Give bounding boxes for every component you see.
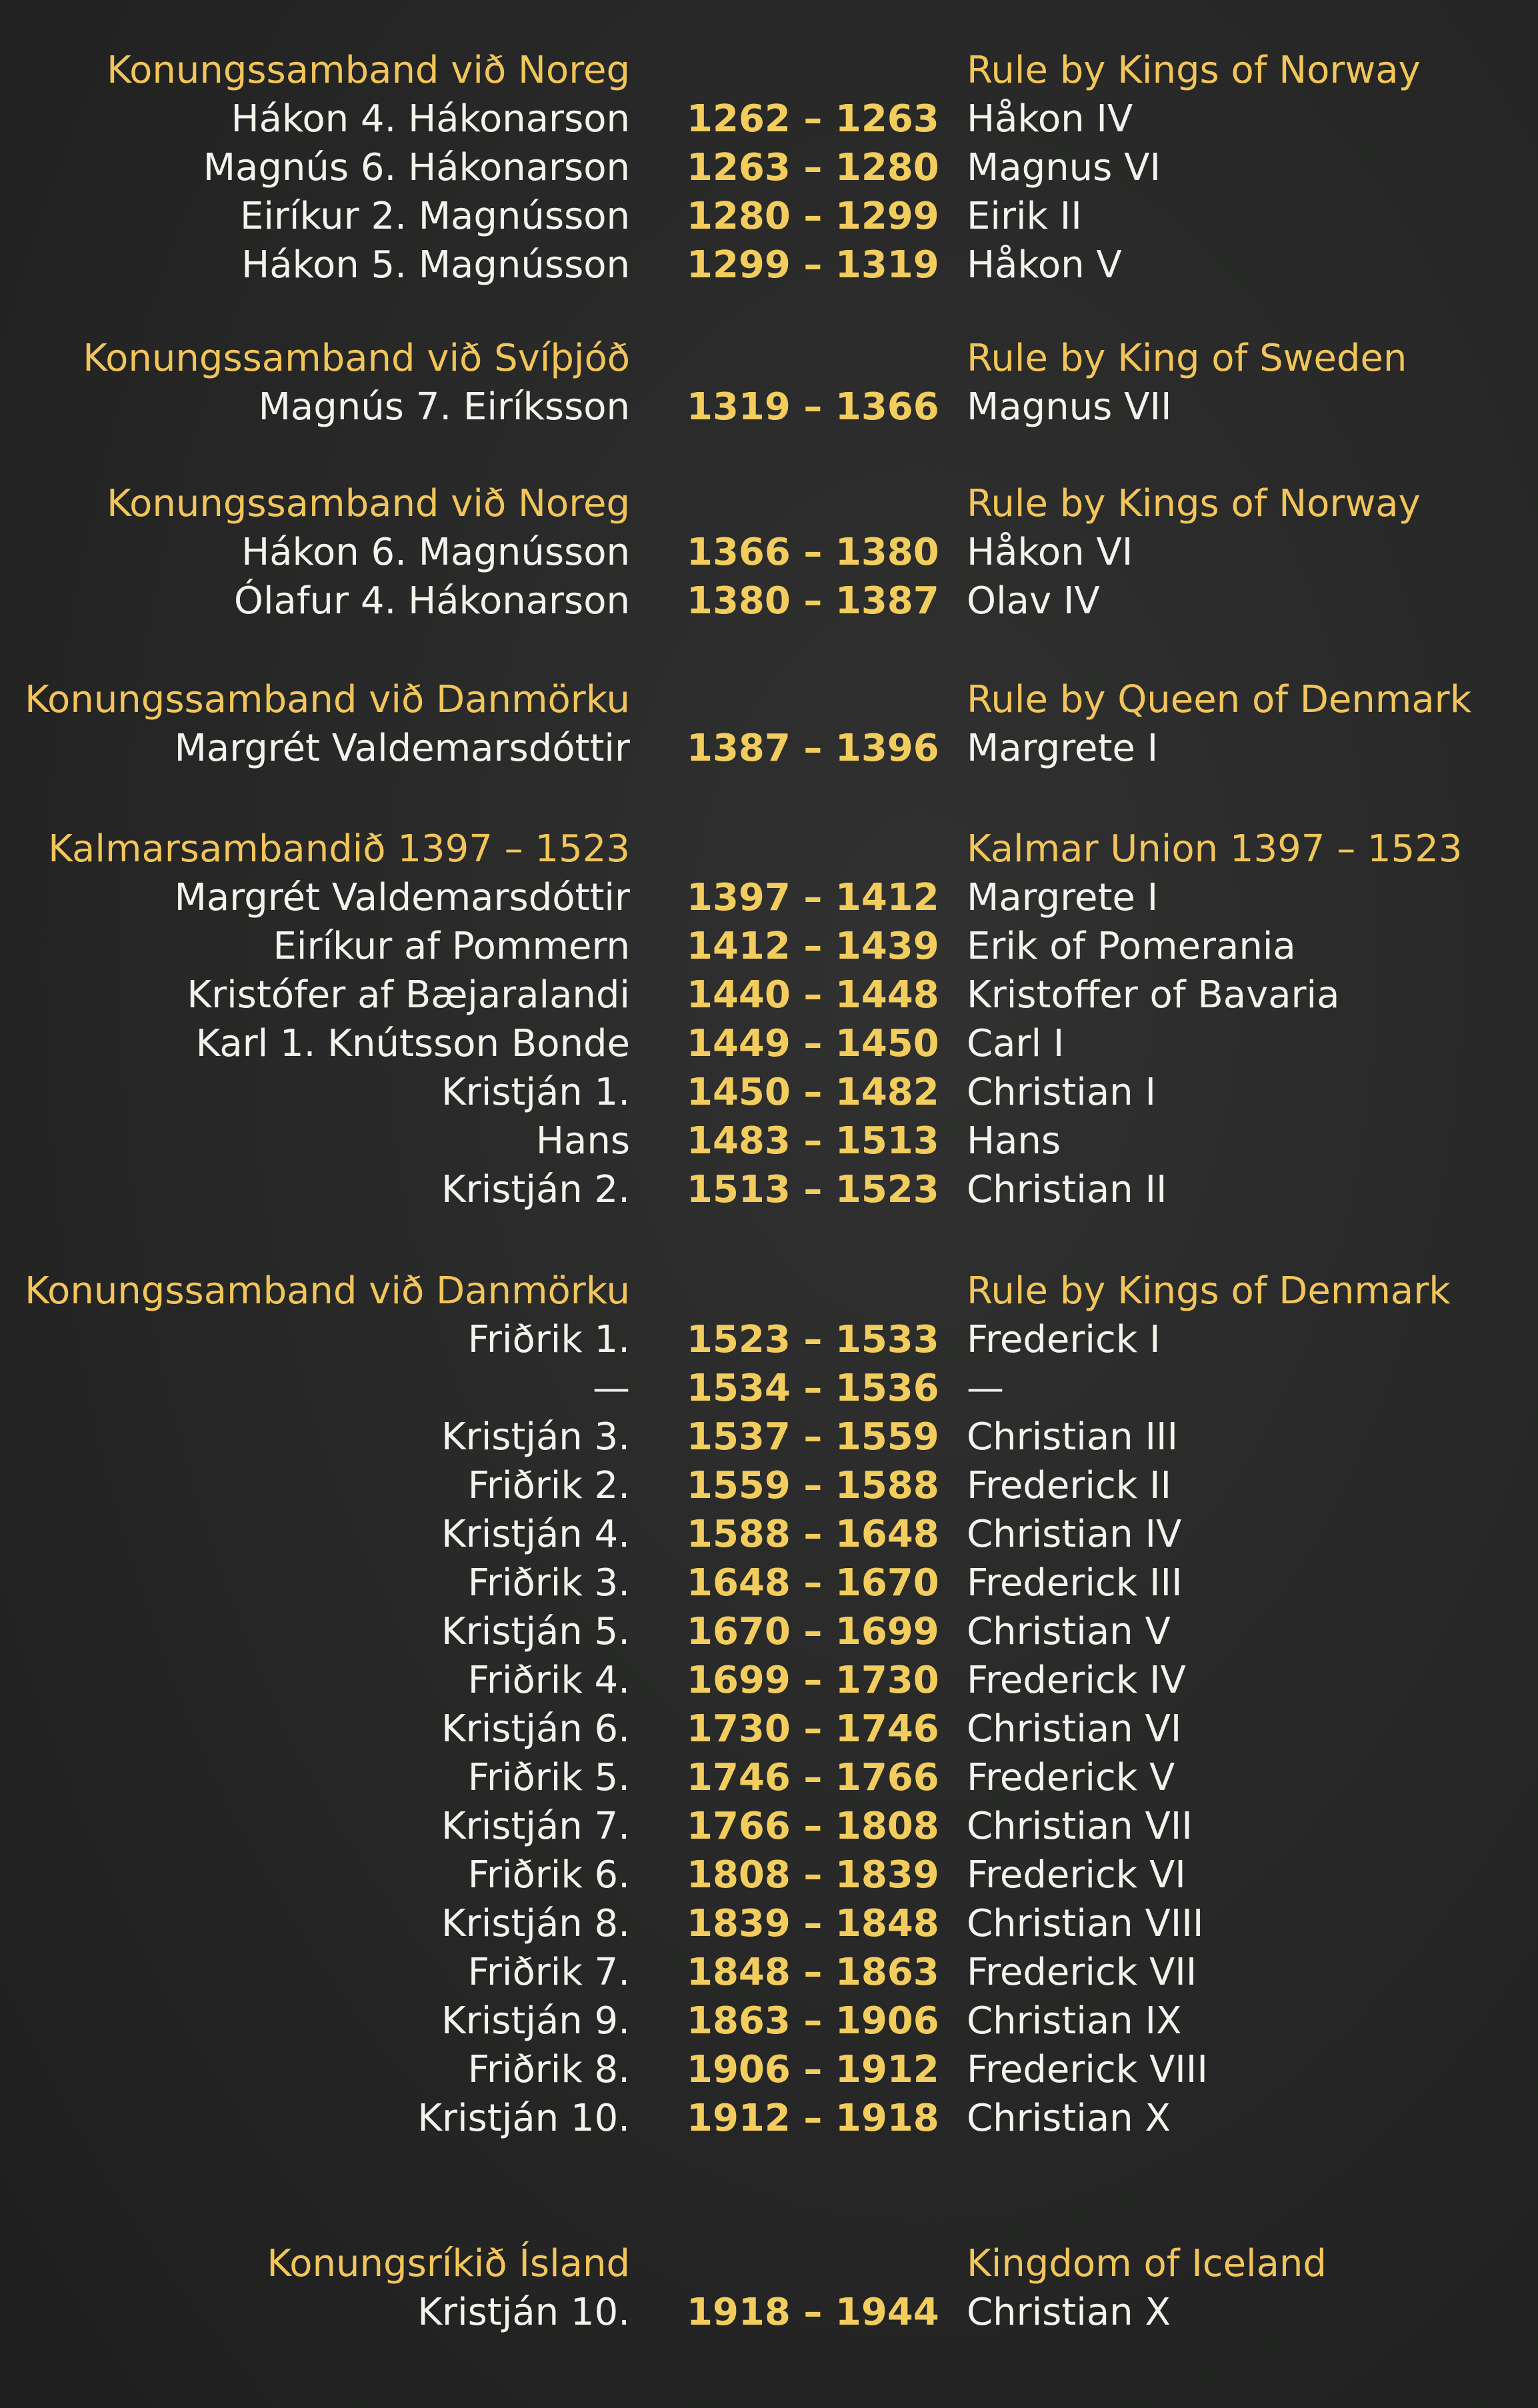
section-heading-icelandic: Konungssamband við Danmörku	[25, 1269, 630, 1313]
monarch-name-english: Håkon VI	[967, 531, 1133, 574]
reign-years: 1523 – 1533	[687, 1318, 939, 1361]
monarch-name-icelandic: Hákon 4. Hákonarson	[231, 97, 630, 141]
monarch-name-icelandic: Friðrik 5.	[467, 1756, 630, 1799]
monarch-name-english: Olav IV	[967, 579, 1100, 623]
reign-years: 1537 – 1559	[687, 1415, 939, 1459]
monarch-name-icelandic: Friðrik 1.	[467, 1318, 630, 1361]
section-heading-english: Rule by Kings of Norway	[967, 482, 1421, 525]
monarch-name-icelandic: Margrét Valdemarsdóttir	[174, 727, 630, 770]
monarch-name-icelandic: Eiríkur 2. Magnússon	[239, 195, 630, 238]
monarch-name-icelandic: Kristófer af Bæjaralandi	[187, 973, 630, 1017]
monarch-name-english: Christian X	[967, 2291, 1171, 2334]
reign-years: 1319 – 1366	[687, 385, 939, 429]
monarch-name-english: Magnus VII	[967, 385, 1172, 429]
monarch-name-icelandic: Kristján 10.	[417, 2291, 630, 2334]
section-heading-english: Rule by Kings of Norway	[967, 49, 1421, 92]
monarch-name-english: Håkon IV	[967, 97, 1133, 141]
monarch-name-english: Frederick I	[967, 1318, 1161, 1361]
monarch-name-english: —	[967, 1367, 1004, 1410]
monarch-name-english: Christian V	[967, 1610, 1171, 1653]
monarch-name-icelandic: Kristján 9.	[441, 1999, 630, 2043]
reign-years: 1863 – 1906	[687, 1999, 939, 2043]
monarch-name-english: Frederick VIII	[967, 2048, 1208, 2091]
monarch-name-english: Frederick VI	[967, 1853, 1186, 1897]
reign-years: 1299 – 1319	[687, 243, 939, 287]
monarch-name-english: Eirik II	[967, 195, 1082, 238]
monarch-name-icelandic: Magnús 7. Eiríksson	[258, 385, 630, 429]
monarch-name-icelandic: Friðrik 6.	[467, 1853, 630, 1897]
monarch-name-english: Christian III	[967, 1415, 1179, 1459]
reign-years: 1648 – 1670	[687, 1561, 939, 1605]
reign-years: 1839 – 1848	[687, 1902, 939, 1945]
monarch-name-icelandic: Kristján 3.	[441, 1415, 630, 1459]
reign-years: 1670 – 1699	[687, 1610, 939, 1653]
reign-years: 1534 – 1536	[687, 1367, 939, 1410]
section-heading-icelandic: Kalmarsambandið 1397 – 1523	[48, 827, 630, 871]
reign-years: 1380 – 1387	[687, 579, 939, 623]
section-heading-icelandic: Konungssamband við Svíþjóð	[83, 337, 630, 380]
monarch-name-icelandic: Kristján 6.	[441, 1707, 630, 1751]
monarch-name-icelandic: Karl 1. Knútsson Bonde	[195, 1022, 630, 1065]
monarch-name-english: Christian VII	[967, 1805, 1193, 1848]
monarch-name-icelandic: Kristján 5.	[441, 1610, 630, 1653]
monarch-name-english: Frederick II	[967, 1464, 1172, 1507]
monarch-name-icelandic: Friðrik 2.	[467, 1464, 630, 1507]
monarch-name-icelandic: Kristján 4.	[441, 1513, 630, 1556]
monarch-name-english: Margrete I	[967, 876, 1159, 919]
section-heading-english: Rule by King of Sweden	[967, 337, 1407, 380]
monarch-name-icelandic: Ólafur 4. Hákonarson	[233, 579, 630, 623]
reign-years: 1848 – 1863	[687, 1951, 939, 1994]
monarch-name-english: Magnus VI	[967, 146, 1161, 189]
monarch-name-english: Christian IV	[967, 1513, 1182, 1556]
monarch-name-english: Erik of Pomerania	[967, 925, 1296, 968]
reign-years: 1699 – 1730	[687, 1659, 939, 1702]
reign-years: 1918 – 1944	[687, 2291, 939, 2334]
reign-years: 1280 – 1299	[687, 195, 939, 238]
monarch-name-english: Frederick III	[967, 1561, 1183, 1605]
reign-years: 1440 – 1448	[687, 973, 939, 1017]
section-heading-english: Rule by Kings of Denmark	[967, 1269, 1451, 1313]
monarch-name-english: Carl I	[967, 1022, 1065, 1065]
monarch-name-icelandic: Kristján 2.	[441, 1168, 630, 1211]
monarch-name-english: Christian IX	[967, 1999, 1182, 2043]
monarch-name-english: Christian VI	[967, 1707, 1182, 1751]
monarch-name-english: Margrete I	[967, 727, 1159, 770]
section-heading-icelandic: Konungssamband við Noreg	[107, 49, 630, 92]
reign-years: 1483 – 1513	[687, 1119, 939, 1163]
reign-years: 1559 – 1588	[687, 1464, 939, 1507]
reign-years: 1412 – 1439	[687, 925, 939, 968]
monarch-name-english: Christian VIII	[967, 1902, 1204, 1945]
monarch-name-icelandic: Hákon 6. Magnússon	[241, 531, 630, 574]
monarch-name-icelandic: Friðrik 3.	[467, 1561, 630, 1605]
reign-years: 1513 – 1523	[687, 1168, 939, 1211]
monarch-name-icelandic: —	[593, 1367, 630, 1410]
monarch-name-icelandic: Eiríkur af Pommern	[273, 925, 630, 968]
monarch-name-english: Frederick IV	[967, 1659, 1186, 1702]
monarch-name-icelandic: Kristján 7.	[441, 1805, 630, 1848]
section-heading-english: Kalmar Union 1397 – 1523	[967, 827, 1463, 871]
reign-years: 1766 – 1808	[687, 1805, 939, 1848]
section-heading-icelandic: Konungssamband við Noreg	[107, 482, 630, 525]
monarch-name-english: Christian II	[967, 1168, 1167, 1211]
section-heading-english: Rule by Queen of Denmark	[967, 678, 1472, 721]
monarch-name-icelandic: Hákon 5. Magnússon	[241, 243, 630, 287]
reign-years: 1588 – 1648	[687, 1513, 939, 1556]
reign-years: 1263 – 1280	[687, 146, 939, 189]
monarch-name-icelandic: Kristján 10.	[417, 2097, 630, 2140]
reign-years: 1912 – 1918	[687, 2097, 939, 2140]
section-heading-icelandic: Konungssamband við Danmörku	[25, 678, 630, 721]
monarch-name-english: Christian I	[967, 1071, 1156, 1114]
monarch-name-icelandic: Hans	[535, 1119, 630, 1163]
monarch-name-icelandic: Friðrik 8.	[467, 2048, 630, 2091]
monarch-name-english: Frederick VII	[967, 1951, 1197, 1994]
reign-years: 1387 – 1396	[687, 727, 939, 770]
reign-years: 1730 – 1746	[687, 1707, 939, 1751]
section-heading-english: Kingdom of Iceland	[967, 2242, 1327, 2285]
monarch-name-english: Håkon V	[967, 243, 1122, 287]
monarch-name-english: Frederick V	[967, 1756, 1175, 1799]
reign-years: 1808 – 1839	[687, 1853, 939, 1897]
monarch-name-icelandic: Friðrik 4.	[467, 1659, 630, 1702]
monarch-name-icelandic: Magnús 6. Hákonarson	[203, 146, 630, 189]
reign-years: 1449 – 1450	[687, 1022, 939, 1065]
reign-years: 1397 – 1412	[687, 876, 939, 919]
reign-years: 1366 – 1380	[687, 531, 939, 574]
monarch-name-icelandic: Kristján 8.	[441, 1902, 630, 1945]
reign-years: 1262 – 1263	[687, 97, 939, 141]
reign-years: 1746 – 1766	[687, 1756, 939, 1799]
reign-years: 1450 – 1482	[687, 1071, 939, 1114]
monarch-name-english: Hans	[967, 1119, 1061, 1163]
monarch-name-icelandic: Friðrik 7.	[467, 1951, 630, 1994]
monarch-name-english: Christian X	[967, 2097, 1171, 2140]
monarch-name-english: Kristoffer of Bavaria	[967, 973, 1340, 1017]
section-heading-icelandic: Konungsríkið Ísland	[267, 2242, 630, 2285]
monarch-name-icelandic: Margrét Valdemarsdóttir	[174, 876, 630, 919]
monarch-name-icelandic: Kristján 1.	[441, 1071, 630, 1114]
reign-years: 1906 – 1912	[687, 2048, 939, 2091]
